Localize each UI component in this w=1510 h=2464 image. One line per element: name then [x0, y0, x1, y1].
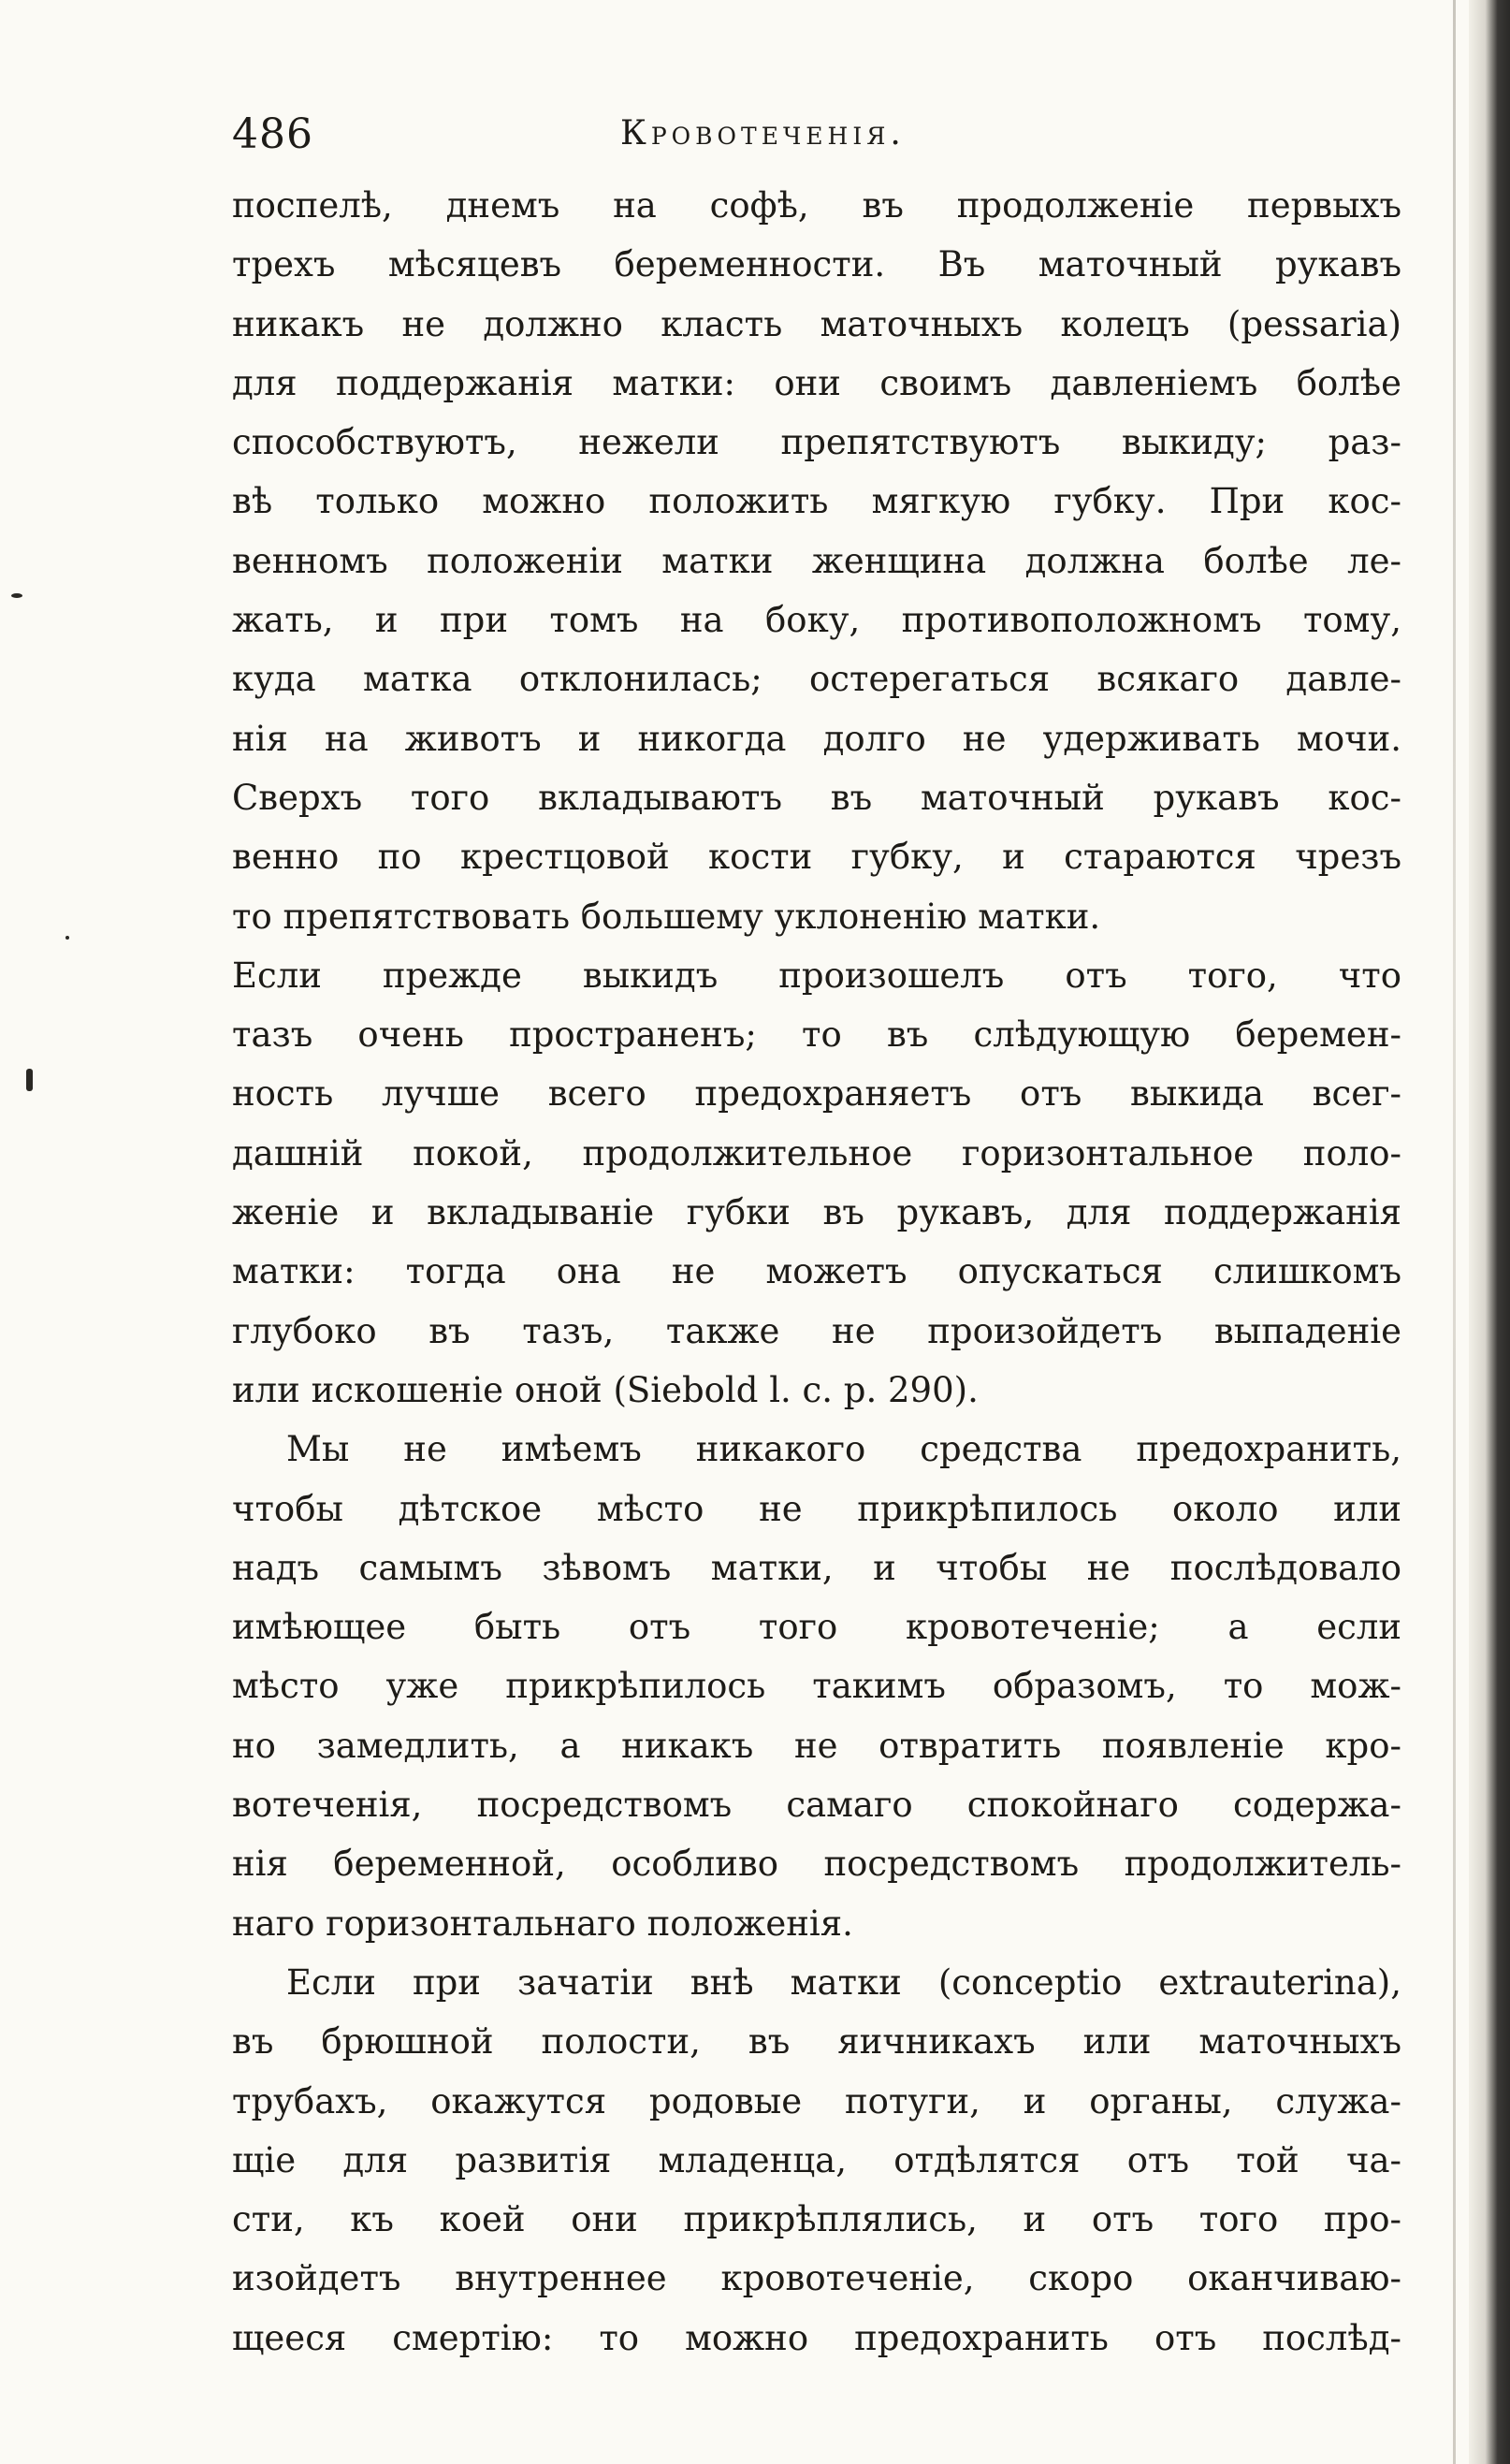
text-line: но замедлить, а никакъ не отвратить появленіе кро-	[232, 1725, 1401, 1766]
text-line: наго горизонтальнаго положенія.	[232, 1903, 853, 1944]
text-line: нія на животъ и никогда долго не удерживать мочи.	[232, 718, 1401, 759]
text-line: матки: тогда она не можетъ опускаться слишкомъ	[232, 1251, 1401, 1292]
text-line: сти, къ коей они прикрѣплялись, и отъ того про-	[232, 2199, 1401, 2240]
text-line: чтобы дѣтское мѣсто не прикрѣпилось около или	[232, 1488, 1401, 1529]
text-line: тазъ очень пространенъ; то въ слѣдующую беремен-	[232, 1014, 1401, 1056]
text-line: способствуютъ, нежели препятствуютъ выкиду; раз-	[232, 422, 1401, 463]
text-line: дашній покой, продолжительное горизонтальное поло-	[232, 1132, 1401, 1174]
text-line: Если при зачатіи внѣ матки (conceptio extrauterina),	[286, 1961, 1401, 2003]
ink-speck	[65, 936, 69, 940]
page-edge	[1469, 0, 1510, 2464]
text-line: щіе для развитія младенца, отдѣлятся отъ той ча-	[232, 2139, 1401, 2180]
text-line: Мы не имѣемъ никакого средства предохранить,	[286, 1429, 1401, 1470]
text-line: или искошеніе оной (Siebold l. c. p. 290).	[232, 1369, 979, 1410]
text-line: для поддержанія матки: они своимъ давленіемъ болѣе	[232, 362, 1401, 403]
ink-speck	[11, 593, 22, 598]
text-line: вотеченія, посредствомъ самаго спокойнаго содержа-	[232, 1785, 1401, 1826]
page-heading: Кровотеченія.	[620, 114, 906, 153]
text-line: надъ самымъ зѣвомъ матки, и чтобы не послѣдовало	[232, 1547, 1401, 1588]
text-line: глубоко въ тазъ, также не произойдетъ выпаденіе	[232, 1310, 1401, 1351]
text-line: венномъ положеніи матки женщина должна болѣе ле-	[232, 540, 1401, 581]
text-line: трехъ мѣсяцевъ беременности. Въ маточный рукавъ	[232, 244, 1401, 285]
text-line: вѣ только можно положить мягкую губку. При кос-	[232, 481, 1401, 522]
text-line: изойдетъ внутреннее кровотеченіе, скоро оканчиваю-	[232, 2258, 1401, 2299]
text-line: трубахъ, окажутся родовые потуги, и органы, служа-	[232, 2080, 1401, 2121]
ink-speck	[26, 1069, 33, 1091]
text-line: имѣющее быть отъ того кровотеченіе; а если	[232, 1607, 1401, 1648]
text-line: нія беременной, особливо посредствомъ продолжитель-	[232, 1844, 1401, 1885]
text-line: то препятствовать большему уклоненію матки.	[232, 896, 1101, 937]
text-line: въ брюшной полости, въ яичникахъ или маточныхъ	[232, 2021, 1401, 2063]
text-line: венно по крестцовой кости губку, и стараются чрезъ	[232, 837, 1401, 878]
text-line: мѣсто уже прикрѣпилось такимъ образомъ, то мож-	[232, 1666, 1401, 1707]
running-head	[232, 110, 1401, 167]
text-line: поспелѣ, днемъ на софѣ, въ продолженіе первыхъ	[232, 185, 1401, 226]
text-line: куда матка отклонилась; остерегаться всякаго давле-	[232, 659, 1401, 700]
text-line: женіе и вкладываніе губки въ рукавъ, для поддержанія	[232, 1192, 1401, 1233]
body-text	[232, 176, 1401, 2368]
text-line: никакъ не должно класть маточныхъ колецъ (pessaria)	[232, 303, 1401, 344]
text-line: ность лучше всего предохраняетъ отъ выкида всег-	[232, 1073, 1401, 1115]
text-line: щееся смертію: то можно предохранить отъ послѣд-	[232, 2317, 1401, 2358]
page-number: 486	[232, 110, 313, 158]
text-line: Сверхъ того вкладываютъ въ маточный рукавъ кос-	[232, 777, 1401, 818]
text-line: Если прежде выкидъ произошелъ отъ того, что	[232, 955, 1401, 996]
page-fold-shadow	[1453, 0, 1456, 2464]
text-line: жать, и при томъ на боку, противоположномъ тому,	[232, 600, 1401, 641]
